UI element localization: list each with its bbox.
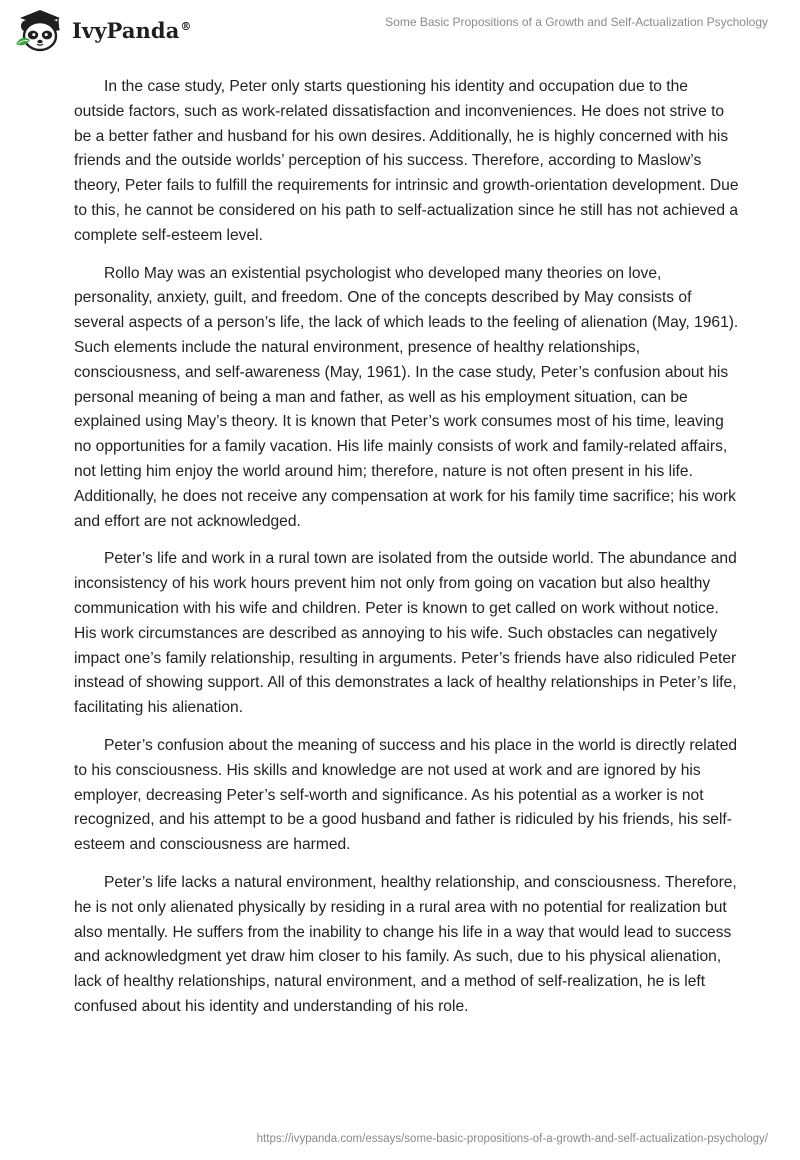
paragraph: Peter’s life and work in a rural town are isolated from the outside world. The abundance and inconsistency of his work hours prevent him not only from going on vacation but also healthy communication with his wife and children. Peter is known to get called on work without notice. His work circumstances are described as annoying to his wife. Such obstacles can negatively impact one’s family relationship, resulting in arguments. Peter’s friends have also ridiculed Peter instead of showing support. All of this demonstrates a lack of healthy relationships in Peter’s life, facilitating his alienation. (74, 550, 737, 717)
essay-body (74, 75, 740, 1033)
source-url-link[interactable]: https://ivypanda.com/essays/some-basic-propositions-of-a-growth-and-self-actualization-psychology/ (256, 1133, 768, 1145)
document-title: Some Basic Propositions of a Growth and Self-Actualization Psychology (385, 15, 768, 29)
paragraph: Peter’s life lacks a natural environment, healthy relationship, and consciousness. Therefore, he is not only alienated physically by residing in a rural area with no potential for realization but also mentally. He suffers from the inability to change his life in a way that would lead to success and acknowledgment yet draw him closer to his family. As such, due to his physical alienation, lack of healthy relationships, natural environment, and a method of self-realization, he is left confused about his identity and understanding of his role. (74, 873, 737, 1015)
panda-graduate-icon (14, 8, 66, 52)
paragraph: Peter’s confusion about the meaning of success and his place in the world is directly related to his consciousness. His skills and knowledge are not used at work and are ignored by his employer, decreasing Peter’s self-worth and significance. As his potential as a worker is not recognized, and his attempt to be a good husband and father is ridiculed by his friends, his self-esteem and consciousness are harmed. (74, 736, 738, 854)
paragraph: In the case study, Peter only starts questioning his identity and occupation due to the outside factors, such as work-related dissatisfaction and inconveniences. He does not strive to be a better father and husband for his own desires. Additionally, he is highly concerned with his friends and the outside worlds’ perception of his success. Therefore, according to Maslow’s theory, Peter fails to fulfill the requirements for intrinsic and growth-orientation development. Due to this, he cannot be considered on his path to self-actualization since he still has not achieved a complete self-esteem level. (74, 78, 739, 244)
paragraph: Rollo May was an existential psychologist who developed many theories on love, personality, anxiety, guilt, and freedom. One of the concepts described by May consists of several aspects of a person’s life, the lack of which leads to the feeling of alienation (May, 1961). Such elements include the natural environment, presence of healthy relationships, consciousness, and self-awareness (May, 1961). In the case study, Peter’s confusion about his personal meaning of being a man and father, as well as his employment situation, can be explained using May’s theory. It is known that Peter’s work consumes most of his time, leaving no opportunities for a family vacation. His life mainly consists of work and family-related affairs, not letting him enjoy the world around him; therefore, nature is not often present in his life. Additionally, he does not receive any compensation at work for his family time sacrifice; his work and effort are not acknowledged. (74, 264, 739, 530)
ivypanda-logo[interactable] (14, 8, 192, 52)
page-header (0, 0, 800, 60)
logo-text: IvyPanda® (72, 17, 192, 43)
